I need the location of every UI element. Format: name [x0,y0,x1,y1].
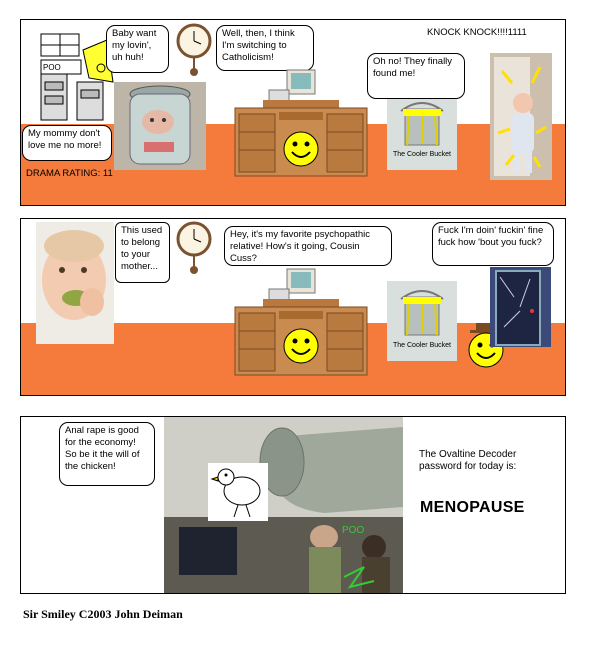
chicken-drawing [208,463,268,521]
speech-bubble-chicken: Anal rape is good for the economy! So be it the will of the chicken! [59,422,155,486]
speech-bubble-belong: This used to belong to your mother... [115,222,170,283]
baby-eating-photo [36,222,114,344]
sign-text: POO [43,63,61,72]
speech-bubble-baby-want: Baby want my lovin', uh huh! [106,25,169,73]
drama-rating: DRAMA RATING: 11 [26,168,113,179]
comic-panel-2 [20,218,566,396]
speech-bubble-catholicism: Well, then, I think I'm switching to Catholicism! [216,25,314,71]
speech-bubble-mommy: My mommy don't love me no more! [22,125,112,161]
comic-panel-3 [20,416,566,594]
bucket-label: The Cooler Bucket [393,342,451,349]
comic-panel-1 [20,19,566,206]
dark-door-photo [490,267,551,347]
speech-bubble-found-me: Oh no! They finally found me! [367,53,465,99]
poo-scribble: POO [342,525,365,536]
cannon-photo [164,417,403,593]
cooler-bucket [387,93,457,170]
jar-photo [114,82,206,170]
wall-clock [174,23,214,78]
speech-bubble-psychopathic: Hey, it's my favorite psychopathic relative! How's it going, Cousin Cuss? [224,226,392,266]
smiley-face [283,328,319,364]
wall-clock [174,221,214,276]
knock-text: KNOCK KNOCK!!!!1111 [427,27,527,38]
credit-line: Sir Smiley C2003 John Deiman [23,607,183,621]
cooler-bucket [387,281,457,361]
speech-bubble-cousin: Fuck I'm doin' fuckin' fine fuck how 'bout you fuck? [432,222,554,266]
smiley-face [283,131,319,167]
decoder-text: The Ovaltine Decoder password for today is: [419,449,517,472]
baby-in-doorway-photo [490,53,552,180]
bucket-label: The Cooler Bucket [393,151,451,158]
decoder-password: MENOPAUSE [420,499,525,516]
